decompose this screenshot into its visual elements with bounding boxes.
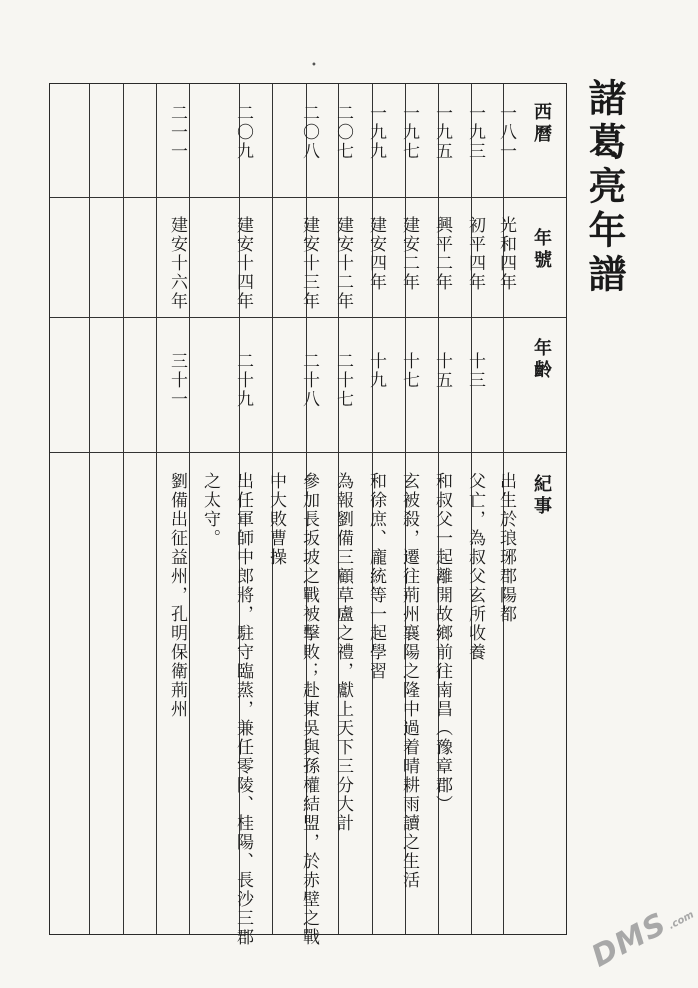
era-cell: 建安四年 — [366, 216, 386, 292]
column-divider — [156, 84, 157, 934]
year-cell: 一九三 — [465, 104, 485, 161]
event-cell-continuation: 之太守。 — [200, 472, 220, 548]
page-title: 諸葛亮年譜 — [582, 78, 627, 298]
year-cell: 一八一 — [496, 104, 516, 161]
year-cell: 二〇九 — [233, 104, 253, 161]
age-cell: 二十七 — [333, 352, 353, 409]
event-cell: 和叔父一起離開故鄉前往南昌（豫章郡） — [432, 472, 452, 814]
row-divider — [50, 452, 566, 453]
year-cell: 一九七 — [399, 104, 419, 161]
watermark-logo — [586, 893, 698, 975]
event-cell: 劉備出征益州，孔明保衛荊州 — [167, 472, 187, 719]
age-cell: 十九 — [366, 352, 386, 390]
year-cell: 一九九 — [366, 104, 386, 161]
header-age: 年齡 — [531, 338, 552, 382]
header-year: 西曆 — [531, 102, 552, 146]
age-cell: 二十九 — [233, 352, 253, 409]
event-cell: 玄被殺，遷往荊州襄陽之隆中過着晴耕雨讀之生活 — [399, 472, 419, 890]
era-cell: 建安二年 — [399, 216, 419, 292]
age-cell: 十三 — [465, 352, 485, 390]
year-cell: 二〇八 — [299, 104, 319, 161]
column-divider — [189, 84, 190, 934]
event-cell: 父亡，為叔父玄所收養 — [465, 472, 485, 662]
era-cell: 初平四年 — [465, 216, 485, 292]
year-cell: 一九五 — [432, 104, 452, 161]
age-cell: 三十一 — [167, 352, 187, 409]
row-divider — [50, 197, 566, 198]
event-cell: 出生於琅琊郡陽都 — [496, 472, 516, 624]
era-cell: 光和四年 — [496, 216, 516, 292]
era-cell: 興平二年 — [432, 216, 452, 292]
era-cell: 建安十三年 — [299, 216, 319, 311]
watermark-sub: .com — [666, 909, 696, 932]
column-divider — [123, 84, 124, 934]
page-mark: • — [311, 60, 317, 71]
event-cell: 出任軍師中郎將，駐守臨蒸，兼任零陵、桂陽、長沙三郡 — [233, 472, 253, 947]
era-cell: 建安十六年 — [167, 216, 187, 311]
age-cell: 十七 — [399, 352, 419, 390]
column-divider — [89, 84, 90, 934]
event-cell: 為報劉備三顧草盧之禮，獻上天下三分大計 — [333, 472, 353, 833]
row-divider — [50, 317, 566, 318]
event-cell: 和徐庶、龐統等一起學習 — [366, 472, 386, 681]
age-cell: 二十八 — [299, 352, 319, 409]
event-cell-continuation: 中大敗曹操 — [266, 472, 286, 567]
event-cell: 參加長坂坡之戰被擊敗；赴東吳與孫權結盟，於赤壁之戰 — [299, 472, 319, 947]
year-cell: 二一一 — [167, 104, 187, 161]
era-cell: 建安十二年 — [333, 216, 353, 311]
header-era: 年號 — [531, 228, 552, 272]
era-cell: 建安十四年 — [233, 216, 253, 311]
year-cell: 二〇七 — [333, 104, 353, 161]
header-events: 紀事 — [531, 474, 552, 518]
age-cell: 十五 — [432, 352, 452, 390]
watermark-main: DMS — [586, 906, 673, 975]
